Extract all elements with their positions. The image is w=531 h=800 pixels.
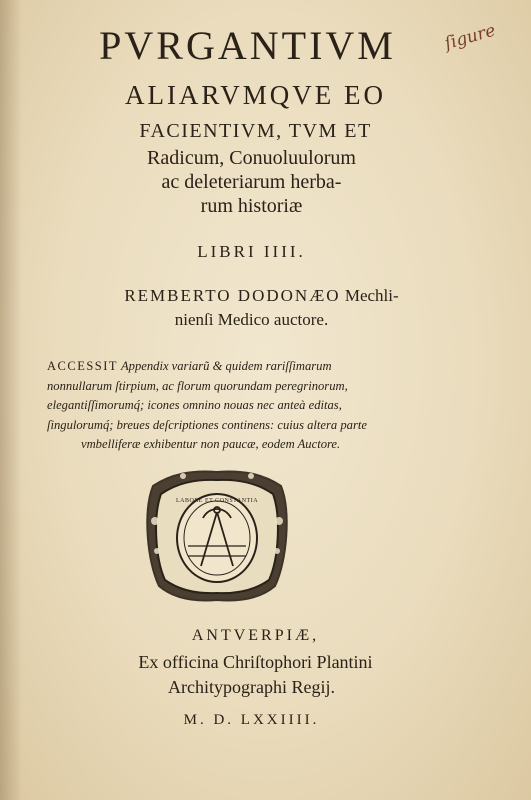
title-line-3: FACIENTIVM, TVM ET [139,120,372,142]
title-line-1: PVRGANTIVM [99,23,396,68]
imprint-year: M. D. LXXIIII. [183,712,320,728]
title-line-6: rum historiæ [200,195,303,217]
appendix-line-4: ſingulorumq́; breues deſcriptiones continens: cuius altera parte [47,417,367,432]
imprint-printer: Ex officina Chriſtophori Plantini [138,652,373,672]
printer-mark-compass [143,466,291,606]
imprint-city: ANTVERPIÆ, [191,627,320,644]
author-name: REMBERTO DODONÆO [124,286,341,305]
imprint-role: Architypographi Regij. [168,677,335,697]
title-line-5: ac deleteriarum herba- [161,171,342,193]
ownership-signature: ſigure [442,20,498,54]
author-line-2: nienſi Medico auctore. [174,310,329,329]
appendix-lead: ACCESSIT [47,359,119,373]
author-line-1 [0,286,527,306]
appendix-line-5: vmbelliferæ exhibentur non paucæ, eodem Auctore. [81,437,341,451]
appendix-line-1: ACCESSIT Appendix variarũ & quidem rariſſimarum [47,359,332,373]
appendix-paragraph [47,357,467,455]
appendix-line-2: nonnullarum ſtirpium, ac florum quorundam peregrinorum, [47,378,348,393]
appendix-line-3: elegantiſſimorumq́; icones omnino nouas nec anteà editas, [47,398,342,412]
author-line-1-rest: Mechli- [344,286,399,305]
title-line-4: Radicum, Conuoluulorum [147,147,356,169]
printer-mark-motto: LABORE ET CONSTANTIA [175,498,259,504]
books-count: LIBRI IIII. [197,242,306,261]
title-line-2: ALIARVMQVE EO [124,80,387,110]
